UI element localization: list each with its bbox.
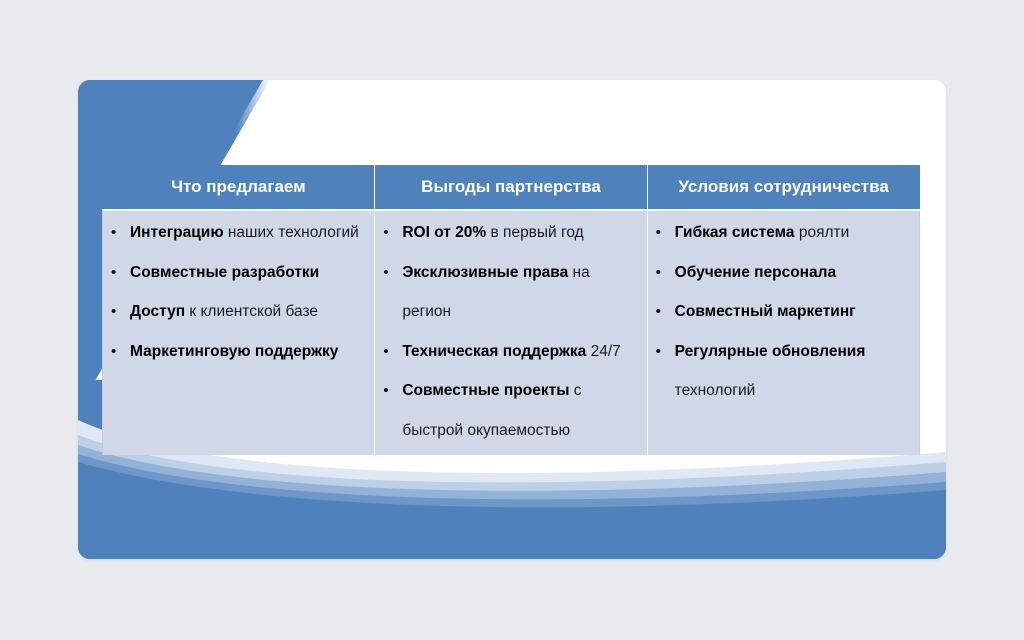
slide <box>78 80 946 559</box>
column-header-benefits: Выгоды партнерства <box>375 165 647 210</box>
table-header-row <box>103 165 920 210</box>
partnership-table <box>102 165 920 455</box>
list-item: • Эксклюзивные права на регион <box>381 253 640 332</box>
bullet-list <box>381 213 640 450</box>
list-item: • ROI от 20% в первый год <box>381 213 640 253</box>
list-item: • Маркетинговую поддержку <box>109 332 368 372</box>
list-item: • Обучение персонала <box>654 253 913 293</box>
column-cell-offer <box>103 210 375 455</box>
table-row <box>103 210 920 455</box>
bullet-list <box>654 213 913 411</box>
list-item: • Регулярные обновления технологий <box>654 332 913 411</box>
bullet-list <box>109 213 368 371</box>
list-item: • Техническая поддержка 24/7 <box>381 332 640 372</box>
column-cell-terms <box>647 210 919 455</box>
list-item: • Совместный маркетинг <box>654 292 913 332</box>
column-header-offer: Что предлагаем <box>103 165 375 210</box>
list-item: • Гибкая система роялти <box>654 213 913 253</box>
list-item: • Интеграцию наших технологий <box>109 213 368 253</box>
column-header-terms: Условия сотрудничества <box>647 165 919 210</box>
column-cell-benefits <box>375 210 647 455</box>
list-item: • Доступ к клиентской базе <box>109 292 368 332</box>
list-item: • Совместные проекты с быстрой окупаемостью <box>381 371 640 450</box>
list-item: • Совместные разработки <box>109 253 368 293</box>
